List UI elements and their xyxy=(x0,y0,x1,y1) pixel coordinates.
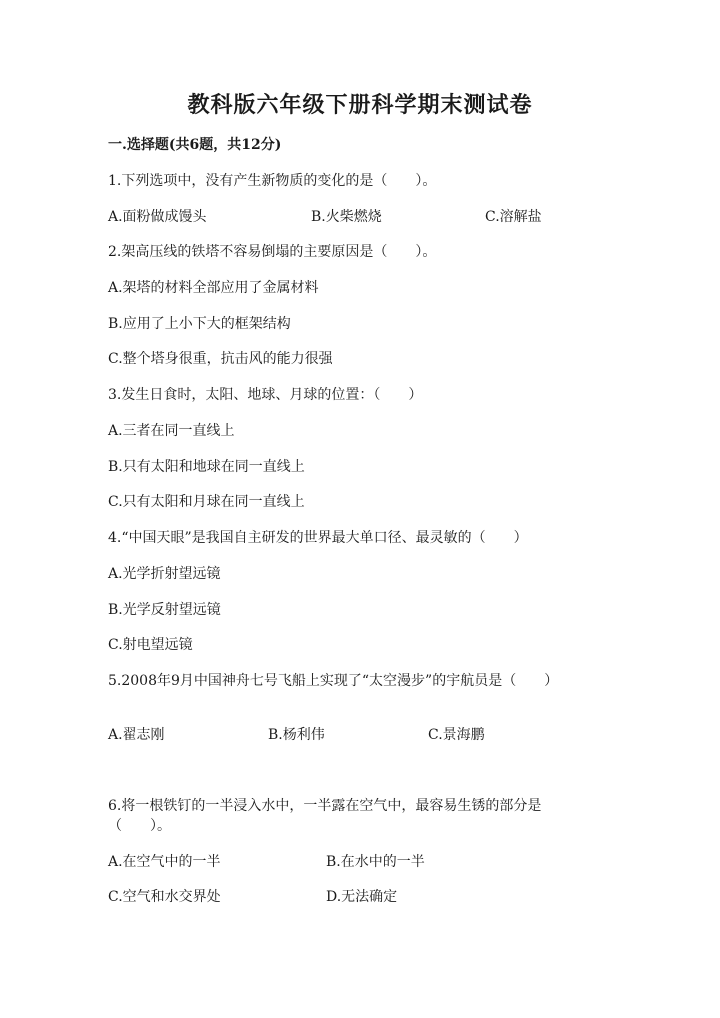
question-3-option-c: C.只有太阳和月球在同一直线上 xyxy=(108,494,305,510)
question-5-option-c: C.景海鹏 xyxy=(428,727,485,743)
question-1-option-a: A.面粉做成馒头 xyxy=(108,209,207,225)
question-5-option-a: A.翟志刚 xyxy=(108,727,165,743)
question-5-option-b: B.杨利伟 xyxy=(268,727,325,743)
question-6-stem: 6.将一根铁钉的一半浸入水中，一半露在空气中，最容易生锈的部分是 xyxy=(108,798,542,814)
question-2-option-c: C.整个塔身很重，抗击风的能力很强 xyxy=(108,351,333,367)
question-6-stem-continued: （ ）。 xyxy=(108,818,171,834)
question-1-option-c: C.溶解盐 xyxy=(485,209,542,225)
question-4-stem: 4.“中国天眼”是我国自主研发的世界最大单口径、最灵敏的（ ） xyxy=(108,530,528,546)
question-4-option-b: B.光学反射望远镜 xyxy=(108,602,221,618)
question-4-option-a: A.光学折射望远镜 xyxy=(108,566,221,582)
question-5-stem: 5.2008年9月中国神舟七号飞船上实现了“太空漫步”的宇航员是（ ） xyxy=(108,673,559,689)
question-1-option-b: B.火柴燃烧 xyxy=(311,209,382,225)
question-3-stem: 3.发生日食时，太阳、地球、月球的位置：（ ） xyxy=(108,387,423,403)
question-6-option-d: D.无法确定 xyxy=(326,889,398,905)
question-1-stem: 1.下列选项中，没有产生新物质的变化的是（ ）。 xyxy=(108,173,437,189)
section-heading: 一.选择题(共6题，共12分) xyxy=(108,137,282,153)
question-6-option-a: A.在空气中的一半 xyxy=(108,854,221,870)
question-2-stem: 2.架高压线的铁塔不容易倒塌的主要原因是（ ）。 xyxy=(108,244,437,260)
question-3-option-a: A.三者在同一直线上 xyxy=(108,423,235,439)
page-title: 教科版六年级下册科学期末测试卷 xyxy=(187,92,533,118)
question-2-option-a: A.架塔的材料全部应用了金属材料 xyxy=(108,280,319,296)
question-3-option-b: B.只有太阳和地球在同一直线上 xyxy=(108,459,305,475)
question-4-option-c: C.射电望远镜 xyxy=(108,637,193,653)
question-6-option-c: C.空气和水交界处 xyxy=(108,889,221,905)
question-6-option-b: B.在水中的一半 xyxy=(326,854,425,870)
question-2-option-b: B.应用了上小下大的框架结构 xyxy=(108,316,291,332)
